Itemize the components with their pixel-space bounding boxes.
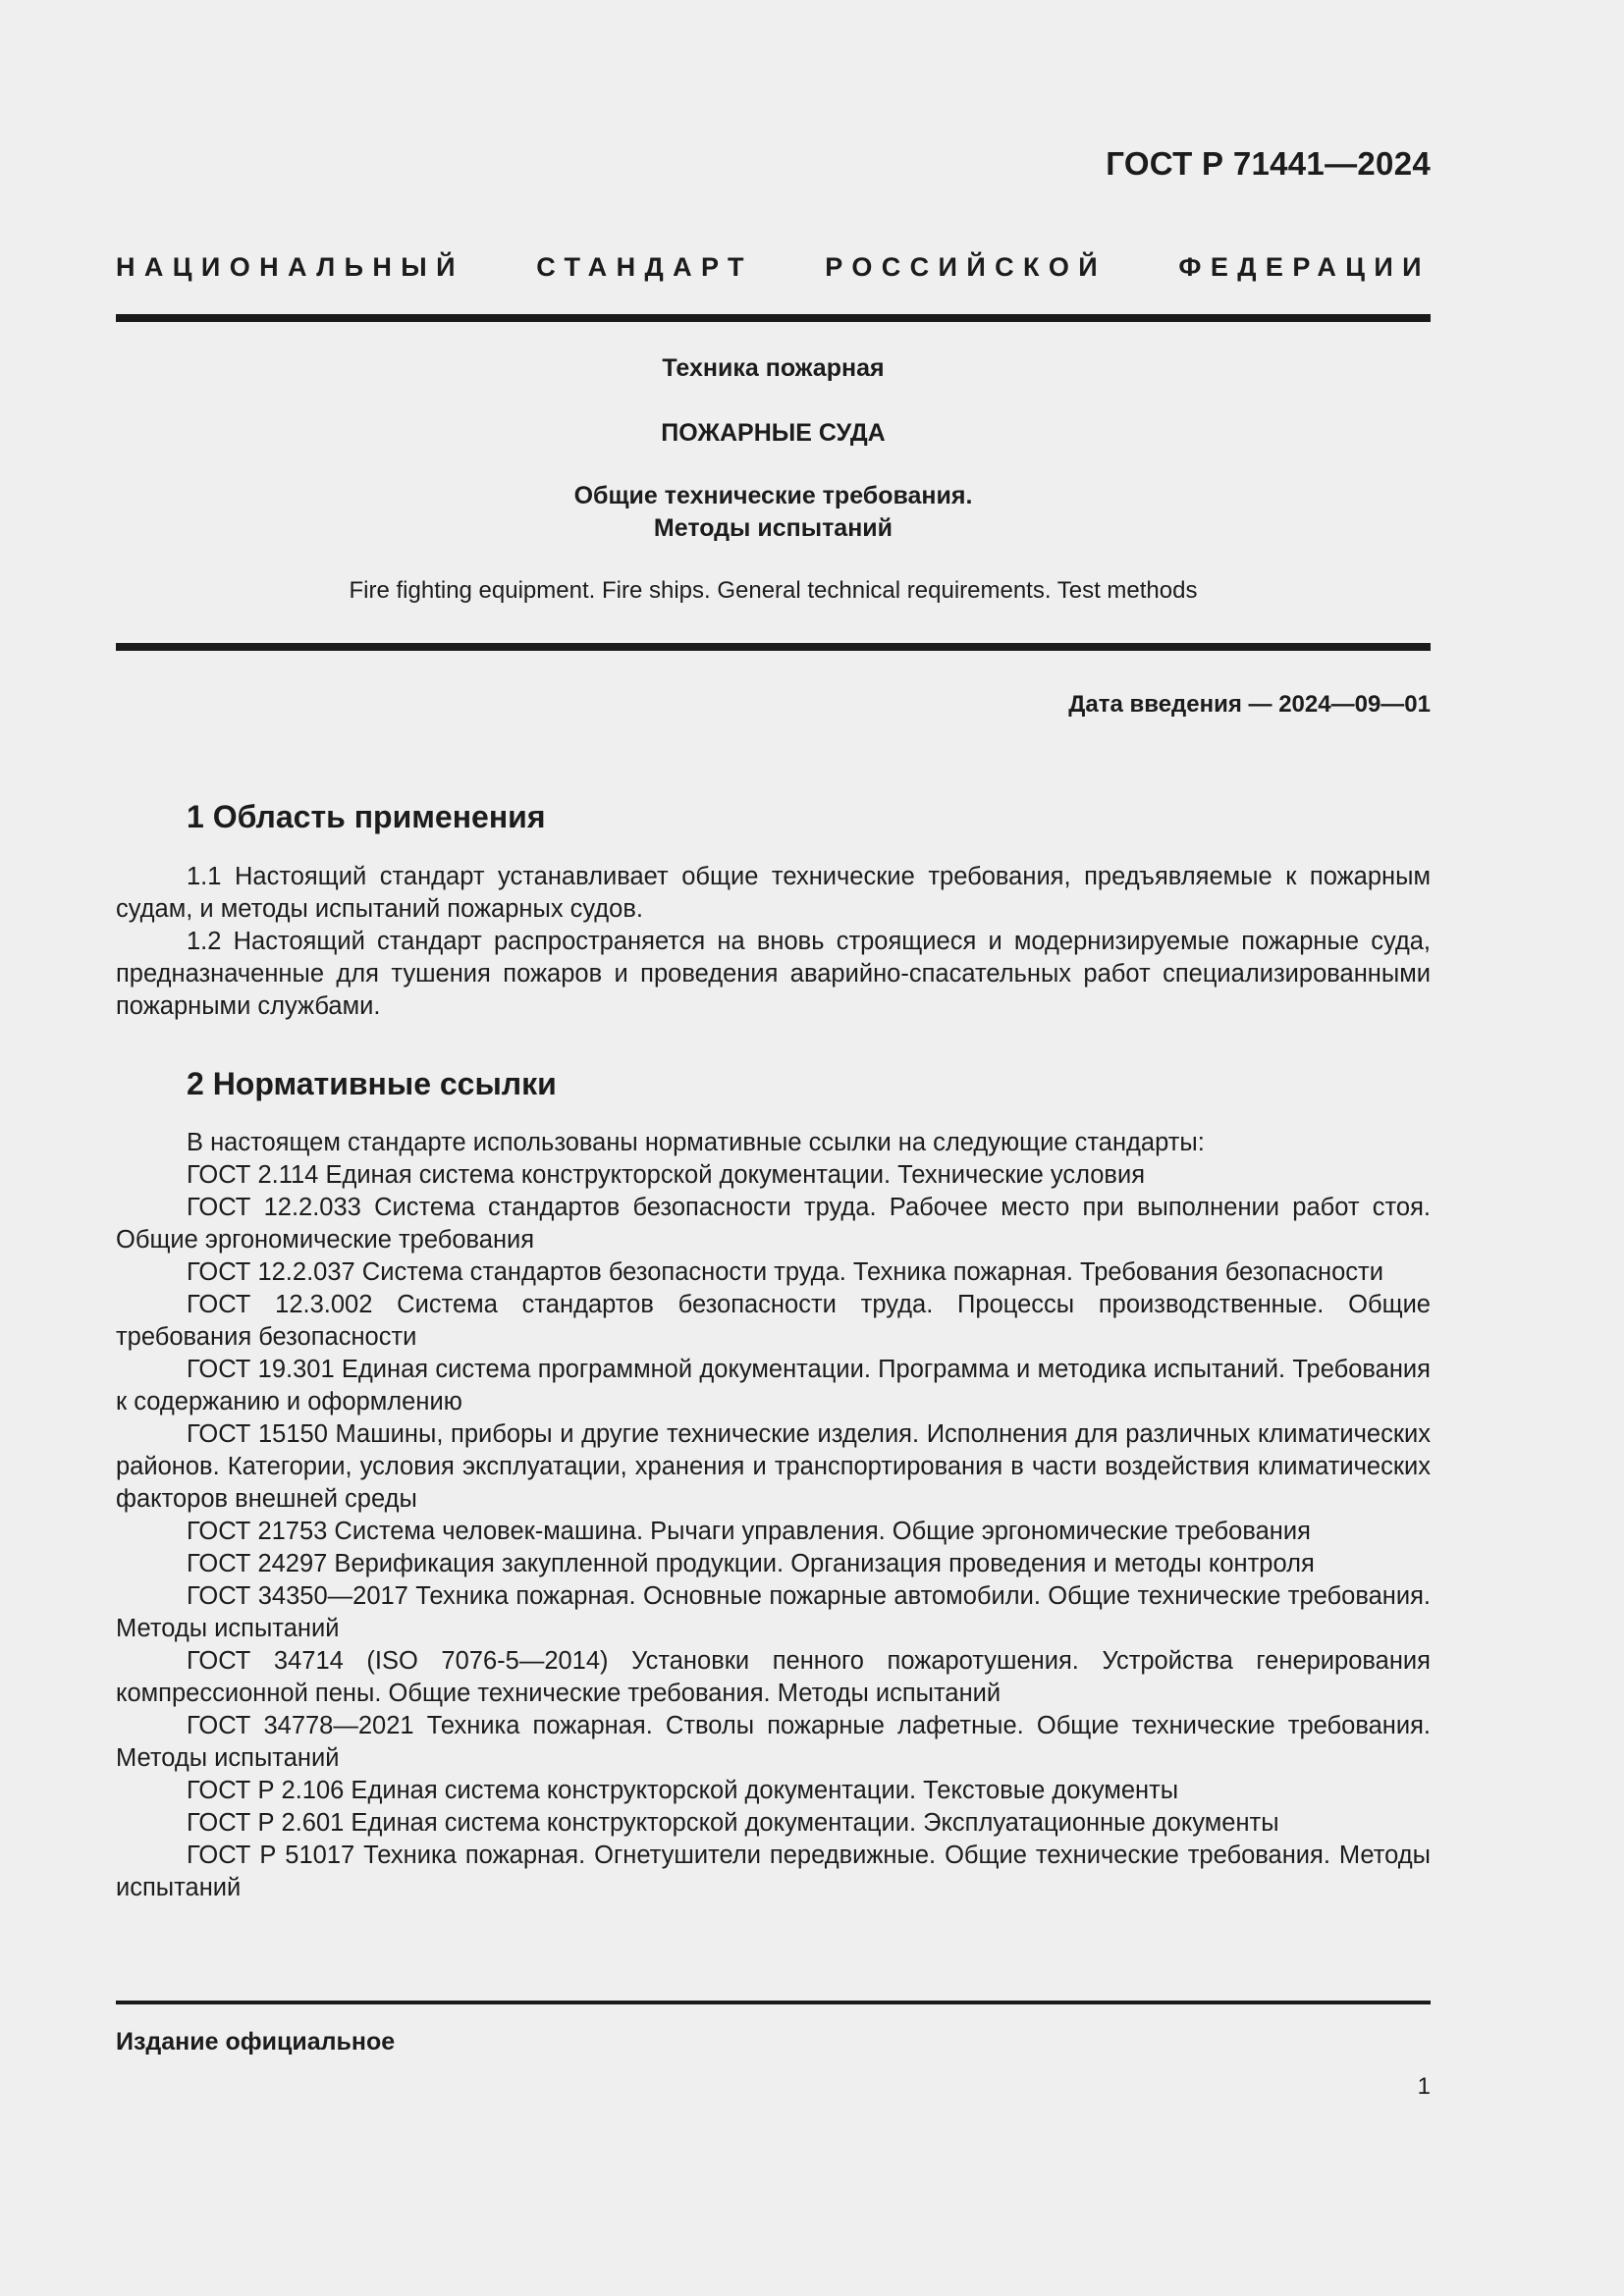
reference-item: ГОСТ 12.3.002 Система стандартов безопасности труда. Процессы производственные. Общие требования безопасности	[116, 1291, 1431, 1351]
section-1-title: 1 Область применения	[187, 799, 546, 834]
date-of-introduction: Дата введения — 2024—09—01	[1068, 691, 1431, 718]
reference-item: ГОСТ 34778—2021 Техника пожарная. Стволы пожарные лафетные. Общие технические требования. Методы испытаний	[116, 1712, 1431, 1772]
footer-rule	[116, 2001, 1431, 2004]
document-page	[116, 0, 1431, 2296]
references-intro: В настоящем стандарте использованы нормативные ссылки на следующие стандарты:	[187, 1129, 1205, 1156]
paragraph-1-1: 1.1 Настоящий стандарт устанавливает общие технические требования, предъявляемые к пожарным судам, и методы испытаний пожарных судов.	[116, 863, 1431, 923]
section-1-body	[116, 861, 1431, 1023]
reference-item: ГОСТ Р 51017 Техника пожарная. Огнетушители передвижные. Общие технические требования. Методы испытаний	[116, 1842, 1431, 1901]
page-number: 1	[1417, 2073, 1431, 2100]
reference-item: ГОСТ 34714 (ISO 7076-5—2014) Установки пенного пожаротушения. Устройства генерирования компрессионной пены. Общие технические требования. Методы испытаний	[116, 1647, 1431, 1707]
reference-item: ГОСТ 12.2.037 Система стандартов безопасности труда. Техника пожарная. Требования безопасности	[187, 1258, 1383, 1286]
reference-item: ГОСТ 12.2.033 Система стандартов безопасности труда. Рабочее место при выполнении работ стоя. Общие эргономические требования	[116, 1194, 1431, 1254]
title-english: Fire fighting equipment. Fire ships. General technical requirements. Test methods	[349, 577, 1198, 604]
reference-item: ГОСТ 2.114 Единая система конструкторской документации. Технические условия	[187, 1161, 1146, 1189]
title-category: Техника пожарная	[662, 354, 885, 382]
reference-item: ГОСТ 34350—2017 Техника пожарная. Основные пожарные автомобили. Общие технические требования. Методы испытаний	[116, 1582, 1431, 1642]
official-edition-label: Издание официальное	[116, 2028, 396, 2056]
top-rule	[116, 314, 1431, 322]
title-subtitle-line1: Общие технические требования.	[573, 482, 973, 509]
reference-item: ГОСТ Р 2.106 Единая система конструкторской документации. Текстовые документы	[187, 1777, 1179, 1804]
middle-rule	[116, 643, 1431, 651]
title-main: ПОЖАРНЫЕ СУДА	[661, 419, 886, 447]
reference-item: ГОСТ Р 2.601 Единая система конструкторской документации. Эксплуатационные документы	[187, 1809, 1279, 1837]
reference-item: ГОСТ 21753 Система человек-машина. Рычаги управления. Общие эргономические требования	[187, 1518, 1311, 1545]
section-2-title: 2 Нормативные ссылки	[187, 1066, 557, 1101]
title-subtitle-line2: Методы испытаний	[653, 514, 893, 542]
reference-item: ГОСТ 19.301 Единая система программной документации. Программа и методика испытаний. Требования к содержанию и оформлению	[116, 1356, 1431, 1415]
reference-item: ГОСТ 24297 Верификация закупленной продукции. Организация проведения и методы контроля	[187, 1550, 1315, 1577]
paragraph-1-2: 1.2 Настоящий стандарт распространяется на вновь строящиеся и модернизируемые пожарные суда, предназначенные для тушения пожаров и проведения аварийно-спасательных работ специализированными пожарными службами.	[116, 928, 1431, 1020]
reference-item: ГОСТ 15150 Машины, приборы и другие технические изделия. Исполнения для различных климатических районов. Категории, условия эксплуатации, хранения и транспортирования в части воздействия климатических факторов внешней среды	[116, 1420, 1431, 1513]
gost-number: ГОСТ Р 71441—2024	[1106, 145, 1431, 182]
national-standard-heading: НАЦИОНАЛЬНЫЙ СТАНДАРТ РОССИЙСКОЙ ФЕДЕРАЦИИ	[116, 252, 1431, 282]
section-2-body	[116, 1127, 1431, 1904]
